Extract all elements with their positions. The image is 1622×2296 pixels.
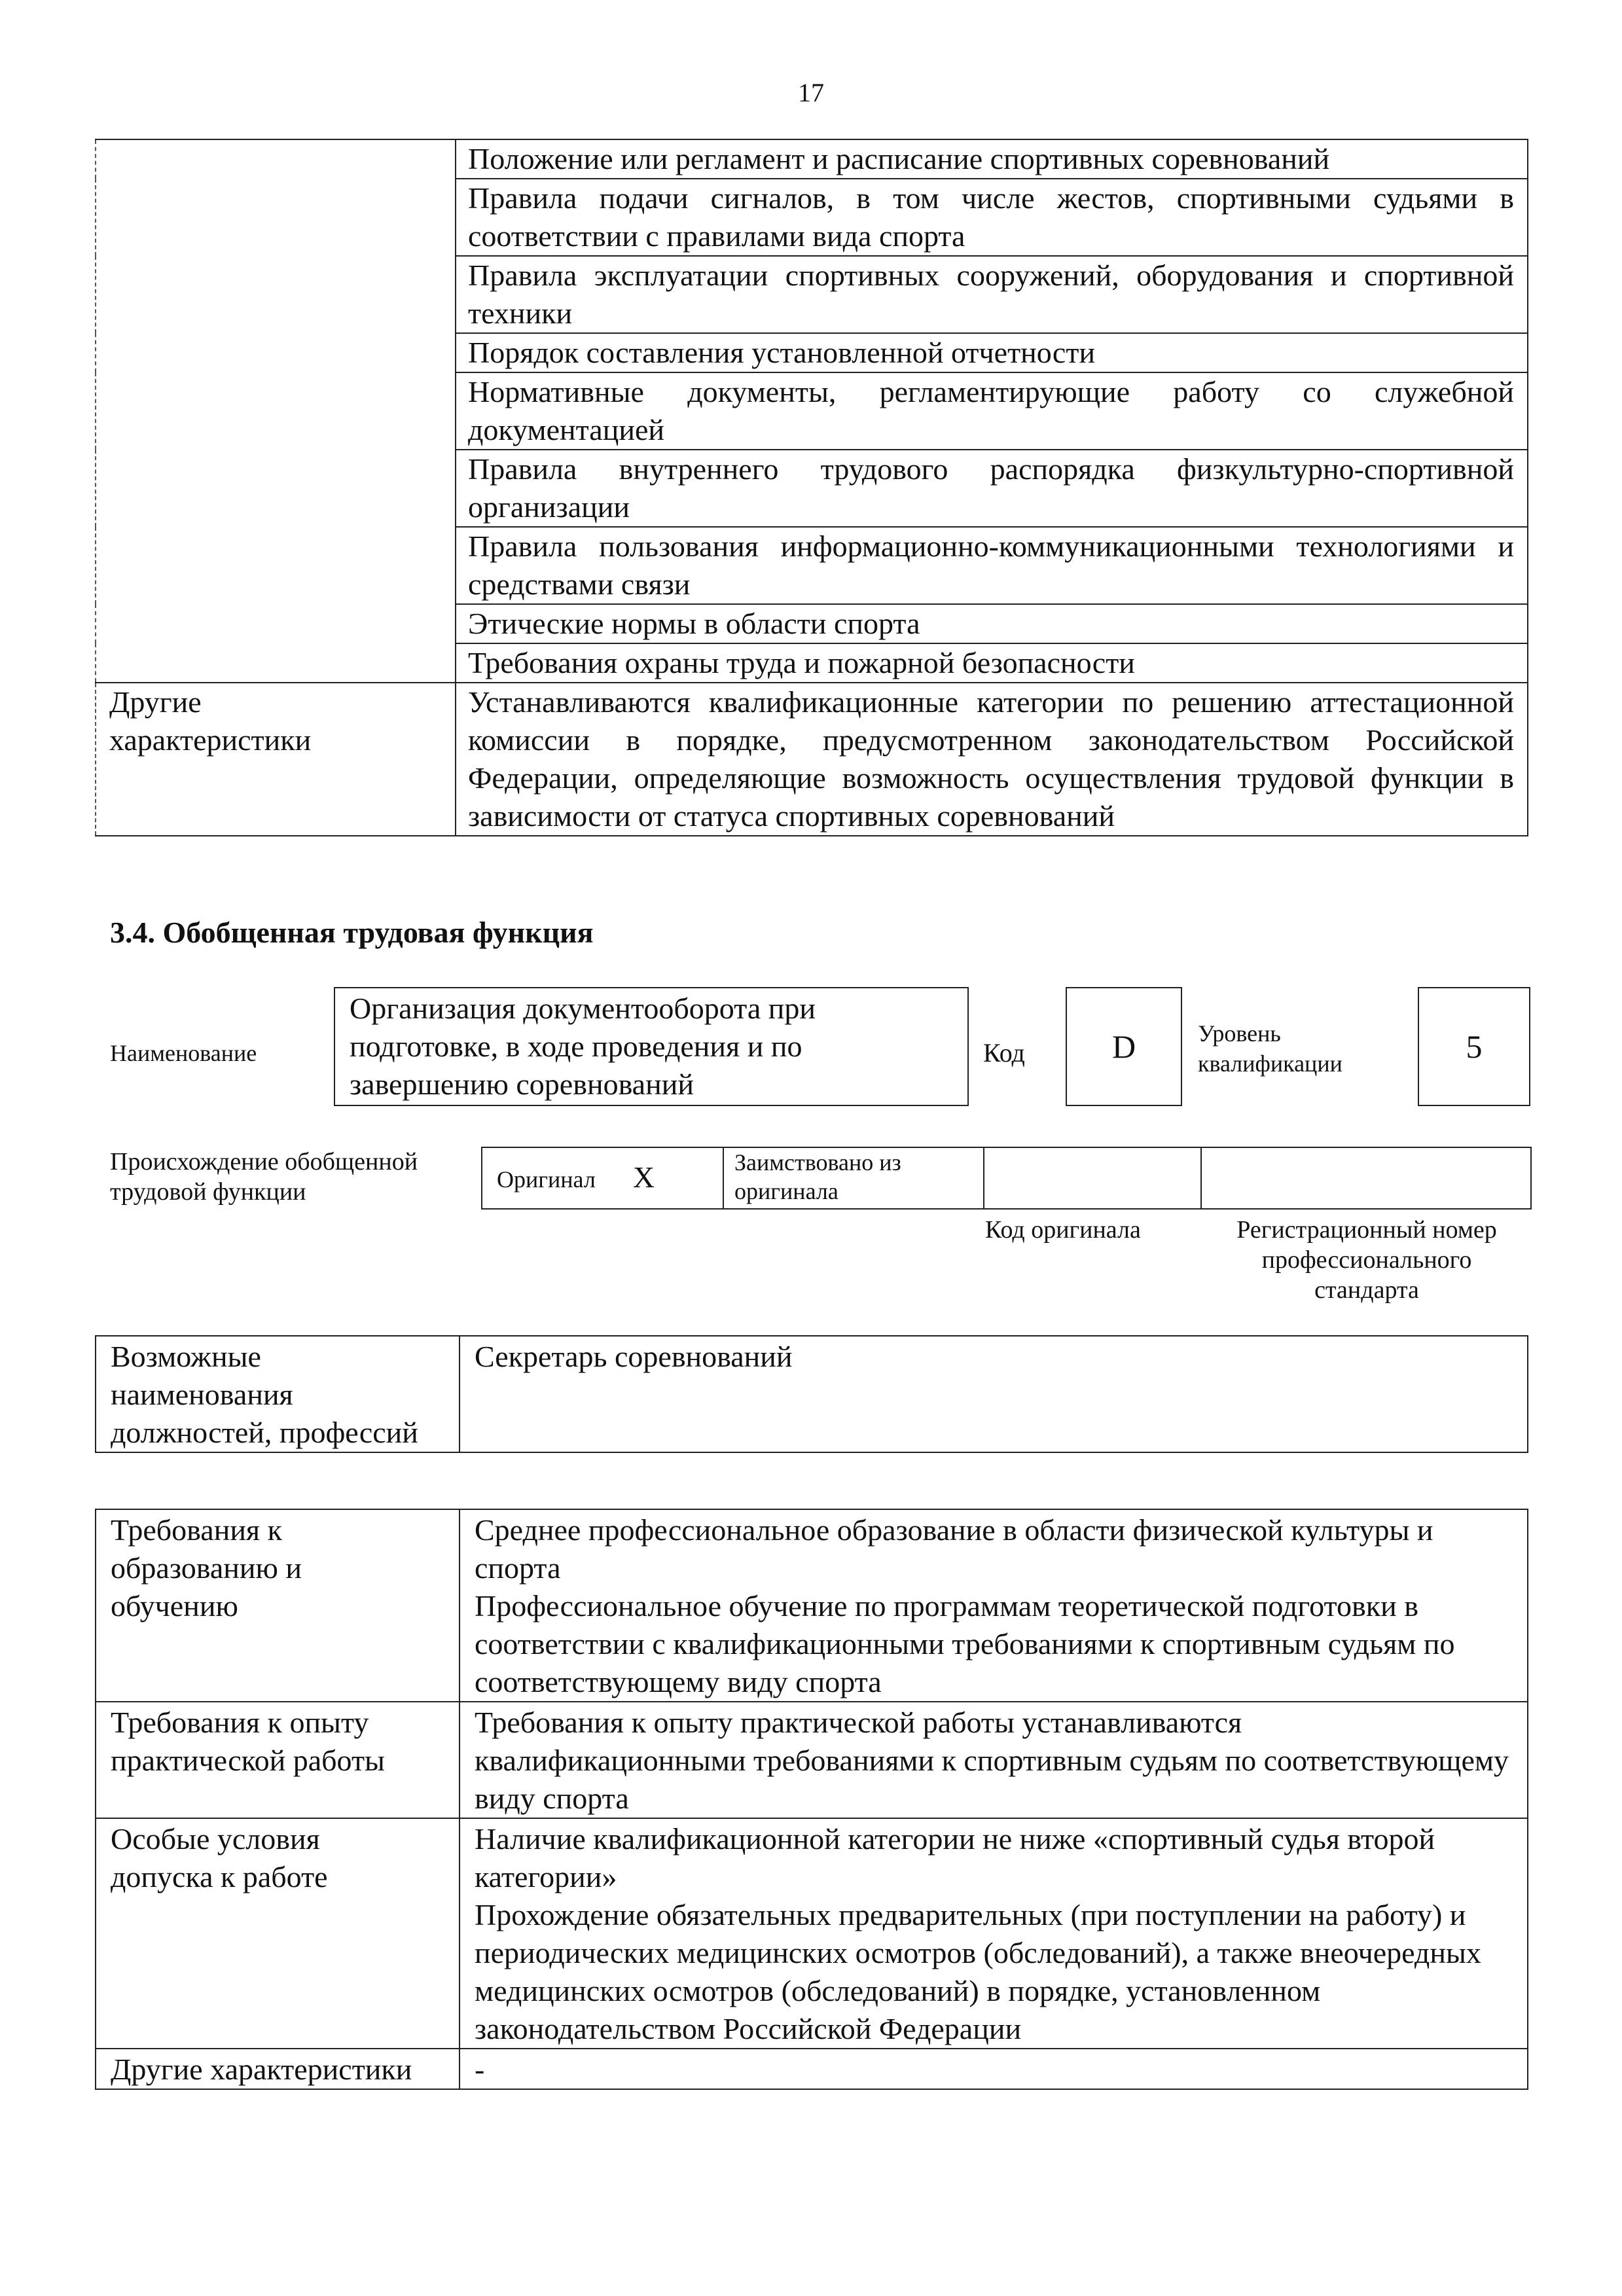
reg-number-caption: [1203, 1215, 1530, 1305]
label-line: Регистрационный номер: [1236, 1216, 1497, 1244]
label-line: Заимствовано из: [734, 1149, 901, 1175]
level-value-box: 5: [1418, 987, 1530, 1106]
label-line: Возможные: [111, 1340, 261, 1373]
table-row: [96, 683, 1528, 836]
knowledge-table: [95, 139, 1528, 836]
label-line: допуска к работе: [111, 1860, 328, 1893]
label-line: стандарта: [1314, 1276, 1419, 1304]
table-row: [96, 1509, 1528, 1702]
other-label: Другие характеристики: [96, 2049, 460, 2089]
label-line: профессионального: [1261, 1246, 1472, 1274]
page-number: 17: [798, 78, 824, 107]
knowledge-item: Правила пользования информационно-коммуникационными технологиями и средствами связи: [456, 527, 1528, 604]
origin-label: [110, 1147, 418, 1207]
table-row: [96, 139, 1528, 179]
admission-label: [96, 1818, 460, 2049]
code-label: Код: [983, 1038, 1025, 1067]
knowledge-label-cell: [96, 139, 456, 683]
education-paragraph: Профессиональное обучение по программам теоретической подготовки в соответствии с квалификационными требованиями к спортивным судьям по соответствующему виду спорта: [475, 1589, 1455, 1698]
label-line: Другие: [109, 685, 202, 719]
education-paragraph: Среднее профессиональное образование в области физической культуры и спорта: [475, 1513, 1433, 1585]
name-label: Наименование: [110, 1040, 257, 1066]
label-line: Требования к опыту: [111, 1706, 369, 1739]
label-line: квалификации: [1198, 1050, 1343, 1077]
label-line: Уровень: [1198, 1020, 1281, 1047]
label-line: обучению: [111, 1589, 238, 1623]
table-row: [96, 1818, 1528, 2049]
positions-table: [95, 1335, 1528, 1453]
borrowed-cell: [723, 1147, 984, 1209]
label-line: практической работы: [111, 1744, 385, 1777]
code-original-caption: Код оригинала: [985, 1216, 1141, 1244]
label-line: Требования к: [111, 1513, 282, 1547]
knowledge-item: Нормативные документы, регламентирующие работу со служебной документацией: [456, 372, 1528, 450]
other-characteristics-value: Устанавливаются квалификационные категории по решению аттестационной комиссии в порядке, предусмотренном законодательством Российской Федерации, определяющие возможность осуществления трудовой функции в зависимости от статуса спортивных соревнований: [456, 683, 1528, 836]
knowledge-item: Порядок составления установленной отчетности: [456, 333, 1528, 372]
level-label: [1198, 1018, 1343, 1079]
reg-number-cell: [1201, 1147, 1531, 1209]
admission-paragraph: Прохождение обязательных предварительных (при поступлении на работу) и периодических медицинских осмотров (обследований), а также внеочередных медицинских осмотров (обследований) в порядке, установленном законодательством Российской Федерации: [475, 1898, 1481, 2045]
label-line: трудовой функции: [110, 1178, 306, 1206]
label-line: характеристики: [109, 723, 312, 757]
table-row: [96, 1336, 1528, 1452]
requirements-table: [95, 1509, 1528, 2090]
code-original-cell: [984, 1147, 1201, 1209]
original-cell: [482, 1147, 723, 1209]
label-line: наименования: [111, 1378, 293, 1411]
knowledge-item: Правила подачи сигналов, в том числе жестов, спортивными судьями в соответствии с правилами вида спорта: [456, 179, 1528, 256]
experience-label: [96, 1702, 460, 1818]
education-label: [96, 1509, 460, 1702]
knowledge-item: Правила эксплуатации спортивных сооружений, оборудования и спортивной техники: [456, 256, 1528, 333]
knowledge-item: Этические нормы в области спорта: [456, 604, 1528, 643]
positions-value: Секретарь соревнований: [460, 1336, 1528, 1452]
experience-value: Требования к опыту практической работы устанавливаются квалификационными требованиями к спортивным судьям по соответствующему виду спорта: [460, 1702, 1528, 1818]
label-line: должностей, профессий: [111, 1416, 418, 1449]
knowledge-item: Положение или регламент и расписание спортивных соревнований: [456, 139, 1528, 179]
table-row: [96, 2049, 1528, 2089]
label-line: образованию и: [111, 1551, 302, 1585]
admission-paragraph: Наличие квалификационной категории не ниже «спортивный судья второй категории»: [475, 1822, 1435, 1893]
code-value-box: D: [1066, 987, 1182, 1106]
original-mark: X: [632, 1160, 655, 1194]
label-line: оригинала: [734, 1178, 838, 1204]
original-label: Оригинал: [497, 1166, 596, 1193]
table-row: [482, 1147, 1531, 1209]
section-title: 3.4. Обобщенная трудовая функция: [110, 916, 594, 949]
knowledge-item: Правила внутреннего трудового распорядка физкультурно-спортивной организации: [456, 450, 1528, 527]
positions-label: [96, 1336, 460, 1452]
knowledge-item: Требования охраны труда и пожарной безопасности: [456, 643, 1528, 683]
label-line: Особые условия: [111, 1822, 320, 1856]
origin-table: [481, 1147, 1532, 1210]
other-characteristics-label: [96, 683, 456, 836]
other-value: -: [460, 2049, 1528, 2089]
label-line: Происхождение обобщенной: [110, 1148, 418, 1175]
admission-value: [460, 1818, 1528, 2049]
function-name-box: Организация документооборота при подготовке, в ходе проведения и по завершению соревнований: [334, 987, 969, 1106]
education-value: [460, 1509, 1528, 1702]
table-row: [96, 1702, 1528, 1818]
